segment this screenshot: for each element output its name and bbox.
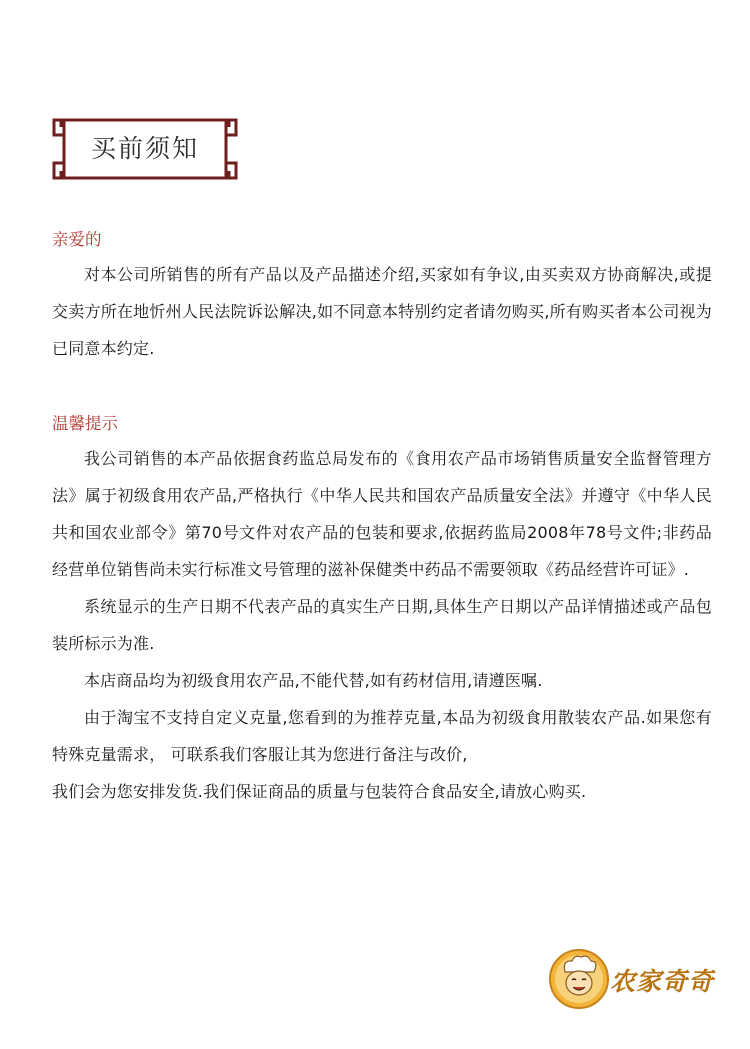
greeting-heading: 亲爱的 [52, 230, 102, 249]
tips-section [52, 412, 712, 810]
tips-paragraph: 系统显示的生产日期不代表产品的真实生产日期,具体生产日期以产品详情描述或产品包装所标示为准. [52, 597, 712, 653]
greeting-section [52, 228, 712, 367]
tips-paragraph: 我公司销售的本产品依据食药监总局发布的《食用农产品市场销售质量安全监督管理方法》属于初级食用农产品,严格执行《中华人民共和国农产品质量安全法》并遵守《中华人民共和国农业部令》第70号文件对农产品的包装和要求,依据药监局2008年78号文件;非药品经营单位销售尚未实行标准文号管理的滋补保健类中药品不需要领取《药品经营许可证》. [52, 449, 712, 579]
tips-paragraph: 由于淘宝不支持自定义克量,您看到的为推荐克量,本品为初级食用散装农产品.如果您有特殊克量需求， 可联系我们客服让其为您进行备注与改价, [52, 708, 712, 764]
section-title-frame [52, 117, 238, 181]
greeting-paragraph: 对本公司所销售的所有产品以及产品描述介绍,买家如有争议,由买卖双方协商解决,或提交卖方所在地忻州人民法院诉讼解决,如不同意本特别约定者请勿购买,所有购买者本公司视为已同意本约定. [52, 265, 712, 358]
tips-paragraph: 我们会为您安排发货.我们保证商品的质量与包装符合食品安全,请放心购买. [52, 782, 587, 801]
tips-heading: 温馨提示 [52, 414, 118, 433]
tips-paragraph: 本店商品均为初级食用农产品,不能代替,如有药材信用,请遵医嘱. [84, 671, 543, 690]
page-title: 买前须知 [90, 134, 199, 163]
chef-avatar-icon [548, 948, 610, 1010]
brand-logo [548, 948, 718, 1018]
brand-name: 农家奇奇 [610, 967, 715, 996]
